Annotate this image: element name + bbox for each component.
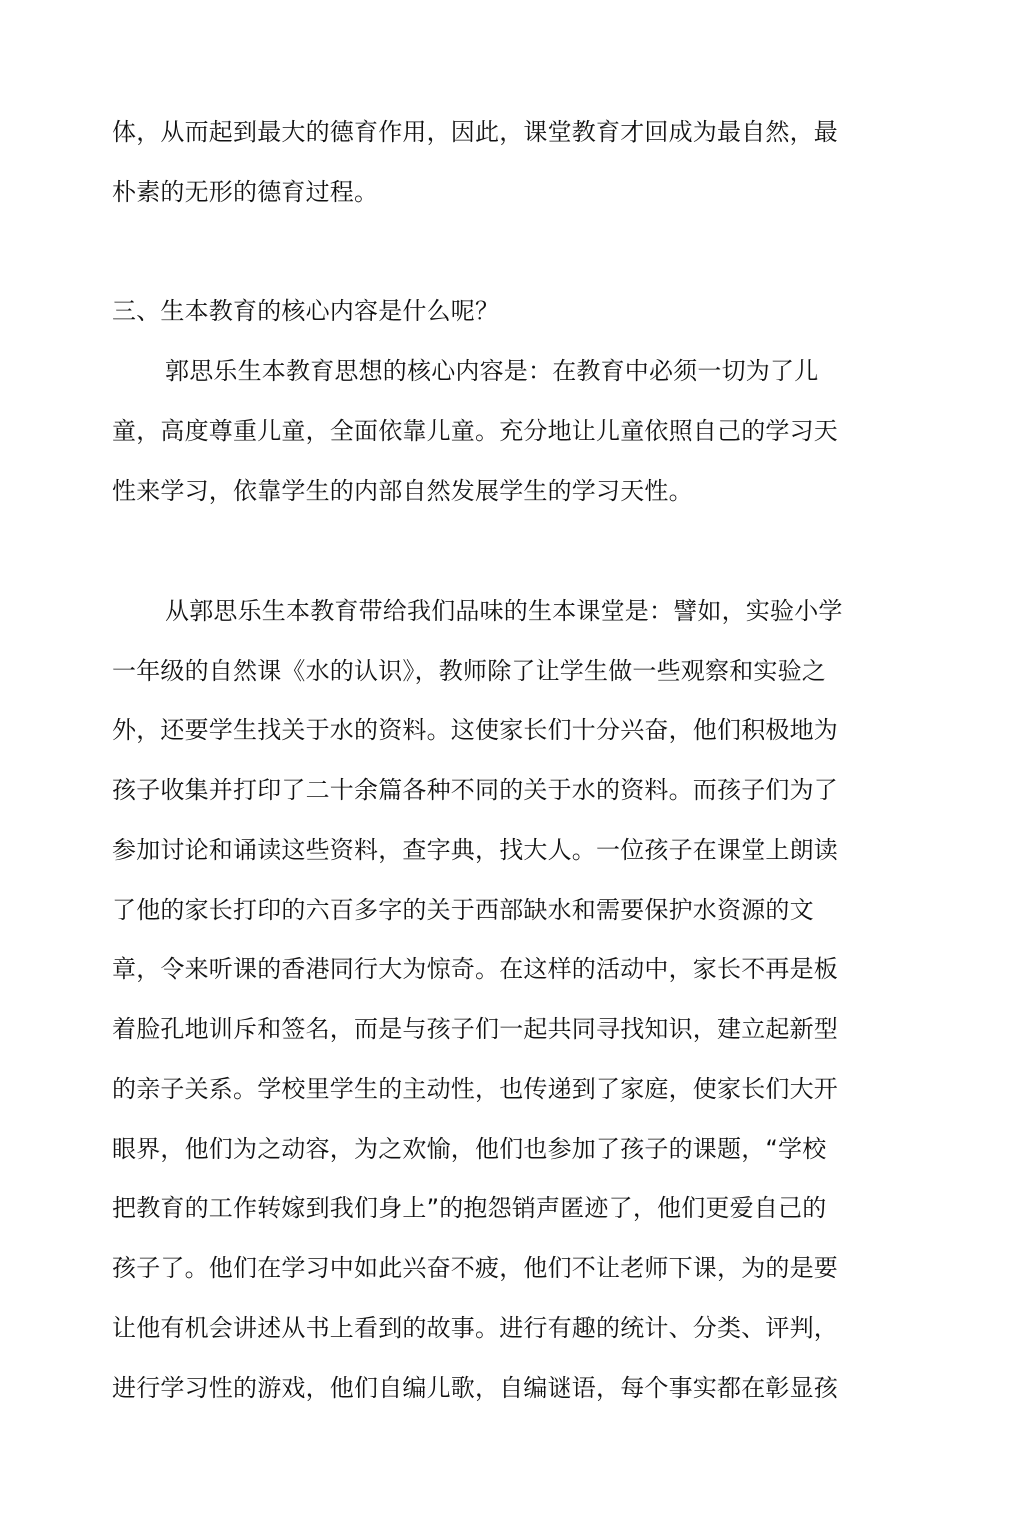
text-line: 一年级的自然课《水的认识》，教师除了让学生做一些观察和实验之 — [112, 657, 826, 685]
section-heading: 三、生本教育的核心内容是什么呢？ — [112, 297, 500, 325]
text-line: 把教育的工作转嫁到我们身上”的抱怨销声匿迹了，他们更爱自己的 — [112, 1194, 827, 1222]
text-line: 让他有机会讲述从书上看到的故事。进行有趣的统计、分类、评判， — [112, 1314, 838, 1342]
text-line: 了他的家长打印的六百多字的关于西部缺水和需要保护水资源的文 — [112, 896, 814, 924]
text-line: 孩子了。他们在学习中如此兴奋不疲，他们不让老师下课，为的是要 — [112, 1254, 838, 1282]
text-line: 章，令来听课的香港同行大为惊奇。在这样的活动中，家长不再是板 — [112, 955, 838, 983]
text-line: 郭思乐生本教育思想的核心内容是：在教育中必须一切为了儿 — [165, 357, 819, 385]
text-line: 从郭思乐生本教育带给我们品味的生本课堂是：譬如，实验小学 — [165, 597, 843, 625]
text-line: 外，还要学生找关于水的资料。这使家长们十分兴奋，他们积极地为 — [112, 716, 838, 744]
text-line: 性来学习，依靠学生的内部自然发展学生的学习天性。 — [112, 477, 693, 505]
text-line: 的亲子关系。学校里学生的主动性，也传递到了家庭，使家长们大开 — [112, 1075, 838, 1103]
text-line: 体，从而起到最大的德育作用，因此，课堂教育才回成为最自然，最 — [112, 118, 838, 146]
text-line: 着脸孔地训斥和签名，而是与孩子们一起共同寻找知识，建立起新型 — [112, 1015, 838, 1043]
text-line: 朴素的无形的德育过程。 — [112, 178, 379, 206]
text-line: 孩子收集并打印了二十余篇各种不同的关于水的资料。而孩子们为了 — [112, 776, 838, 804]
text-line: 参加讨论和诵读这些资料，查字典，找大人。一位孩子在课堂上朗读 — [112, 836, 838, 864]
text-line: 眼界，他们为之动容，为之欢愉，他们也参加了孩子的课题，“学校 — [112, 1135, 827, 1163]
text-line: 进行学习性的游戏，他们自编儿歌，自编谜语，每个事实都在彰显孩 — [112, 1374, 838, 1402]
text-line: 童，高度尊重儿童，全面依靠儿童。充分地让儿童依照自己的学习天 — [112, 417, 838, 445]
